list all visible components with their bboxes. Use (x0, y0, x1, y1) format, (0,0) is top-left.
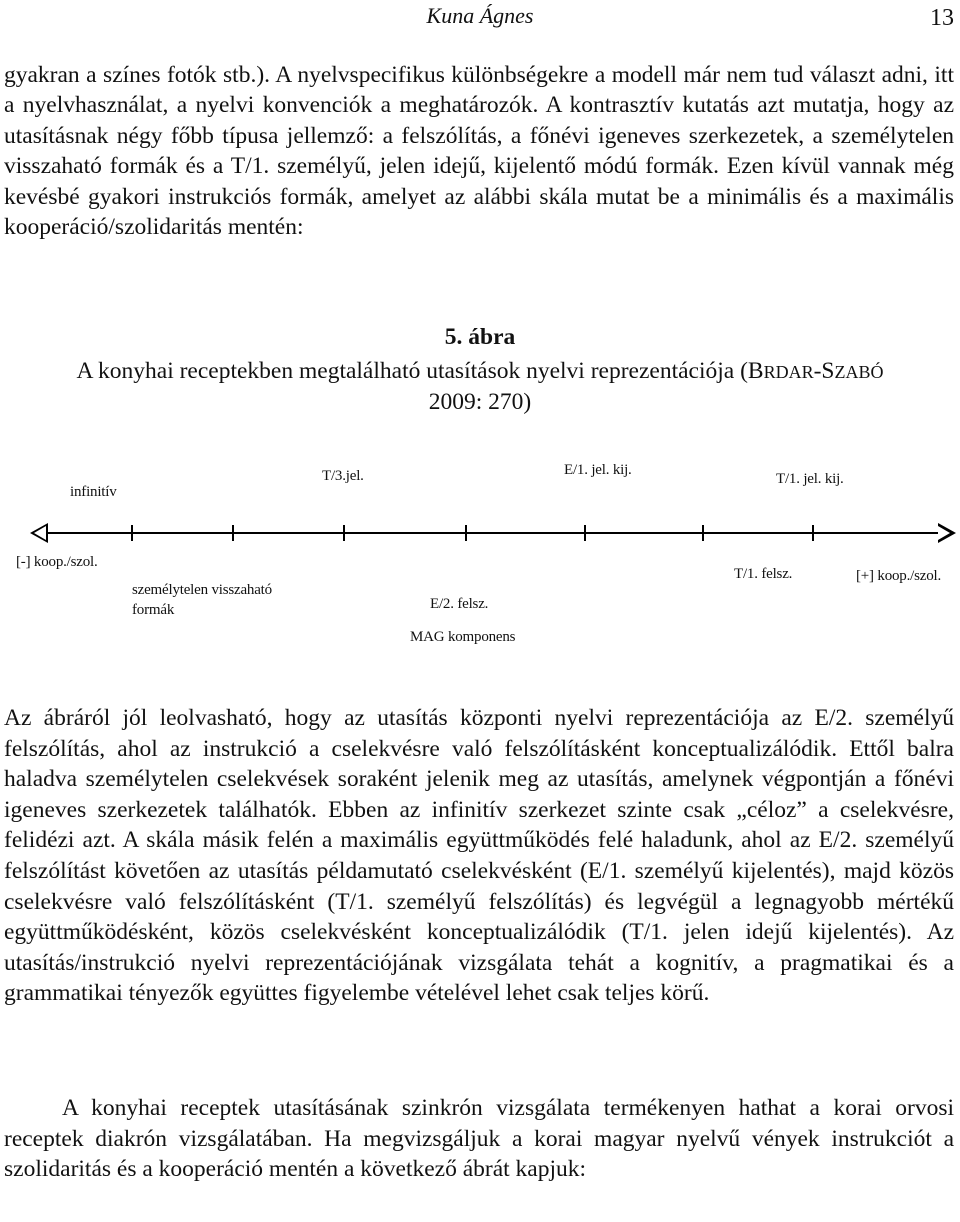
scale-tick (465, 525, 467, 541)
paragraph-intro: gyakran a színes fotók stb.). A nyelvspecifikus különbségekre a modell már nem tud választ adni, itt a nyelvhasználat, a nyelvi konvenciók a meghatározók. A kontrasztív kutatás azt mutatja, hogy az utasításnak négy főbb típusa jellemző: a felszólítás, a főnévi igeneves szerkezetek, a személytelen visszaható formák és a T/1. személyű, jelen idejű, kijelentő módú formák. Ezen kívül vannak még kevésbé gyakori instrukciós formák, amelyet az alábbi skála mutat be a minimális és a maximális kooperáció/szolidaritás mentén: (4, 62, 954, 241)
scale-figure (0, 450, 960, 660)
caption-year: 2009: 270) (428, 389, 532, 415)
fig-label-e2: E/2. felsz. (430, 596, 489, 612)
caption-smallcaps-1: RDAR (763, 362, 814, 382)
scale-axis-line (36, 532, 946, 534)
scale-tick (232, 525, 234, 541)
paragraph-conclusion: A konyhai receptek utasításának szinkrón vizsgálata termékenyen hathat a korai orvosi receptek diakrón vizsgálatában. Ha megvizsgáljuk a korai magyar nyelvű vények instrukciót a szolidaritás és a kooperáció mentén a következő ábrát kapjuk: (4, 1095, 954, 1183)
scale-tick (702, 525, 704, 541)
figure-caption (0, 356, 960, 417)
figure-number: 5. ábra (444, 324, 516, 350)
fig-label-mag: MAG komponens (410, 629, 516, 645)
fig-label-min-koop: [-] koop./szol. (16, 554, 98, 570)
scale-tick (131, 525, 133, 541)
scale-arrow-left-inner (34, 526, 46, 540)
fig-label-t1-kij: T/1. jel. kij. (776, 471, 844, 487)
caption-dash: -S (813, 358, 835, 384)
fig-label-infinitiv: infinitív (70, 484, 117, 500)
paragraph-analysis: Az ábráról jól leolvasható, hogy az utasítás központi nyelvi reprezentációja az E/2. személyű felszólítás, ahol az instrukció a cselekvésre való felszólításként konceptualizálódik. Ettől balra haladva személytelen cselekvések soraként jelenik meg az utasítás, amelynek végpontján a főnévi igeneves szerkezetek találhatók. Ebben az infinitív szerkezet szinte csak „céloz” a cselekvésre, felidézi azt. A skála másik felén a maximális együttműködés felé haladunk, ahol az E/2. személyű felszólítást követően az utasítás példamutató cselekvésként (E/1. személyű kijelentés), majd közös cselekvésre való felszólításként (T/1. személyű felszólítás) és legvégül a legnagyobb mértékű együttműködésként, közös cselekvésként konceptualizálódik (T/1. jelen idejű kijelentés). Az utasítás/instrukció nyelvi reprezentációjának vizsgálata tehát a kognitív, a pragmatikai és a grammatikai tényezők együttes figyelembe vételével lehet csak teljes körű. (4, 705, 954, 1007)
caption-smallcaps-2: ZABÓ (834, 362, 884, 382)
fig-label-t3: T/3.jel. (322, 468, 364, 484)
fig-label-szemelytelen-2: formák (132, 602, 175, 618)
scale-tick (584, 525, 586, 541)
scale-arrow-right-inner (938, 526, 950, 540)
scale-tick (343, 525, 345, 541)
fig-label-e1: E/1. jel. kij. (564, 462, 632, 478)
fig-label-t1-felsz: T/1. felsz. (734, 566, 793, 582)
caption-main: A konyhai receptekben megtalálható utasítások nyelvi reprezentációja (B (76, 358, 764, 384)
fig-label-szemelytelen-1: személytelen visszaható (132, 582, 272, 598)
running-header-author: Kuna Ágnes (426, 3, 534, 28)
page-number: 13 (930, 5, 954, 31)
scale-tick (812, 525, 814, 541)
fig-label-max-koop: [+] koop./szol. (856, 568, 942, 584)
